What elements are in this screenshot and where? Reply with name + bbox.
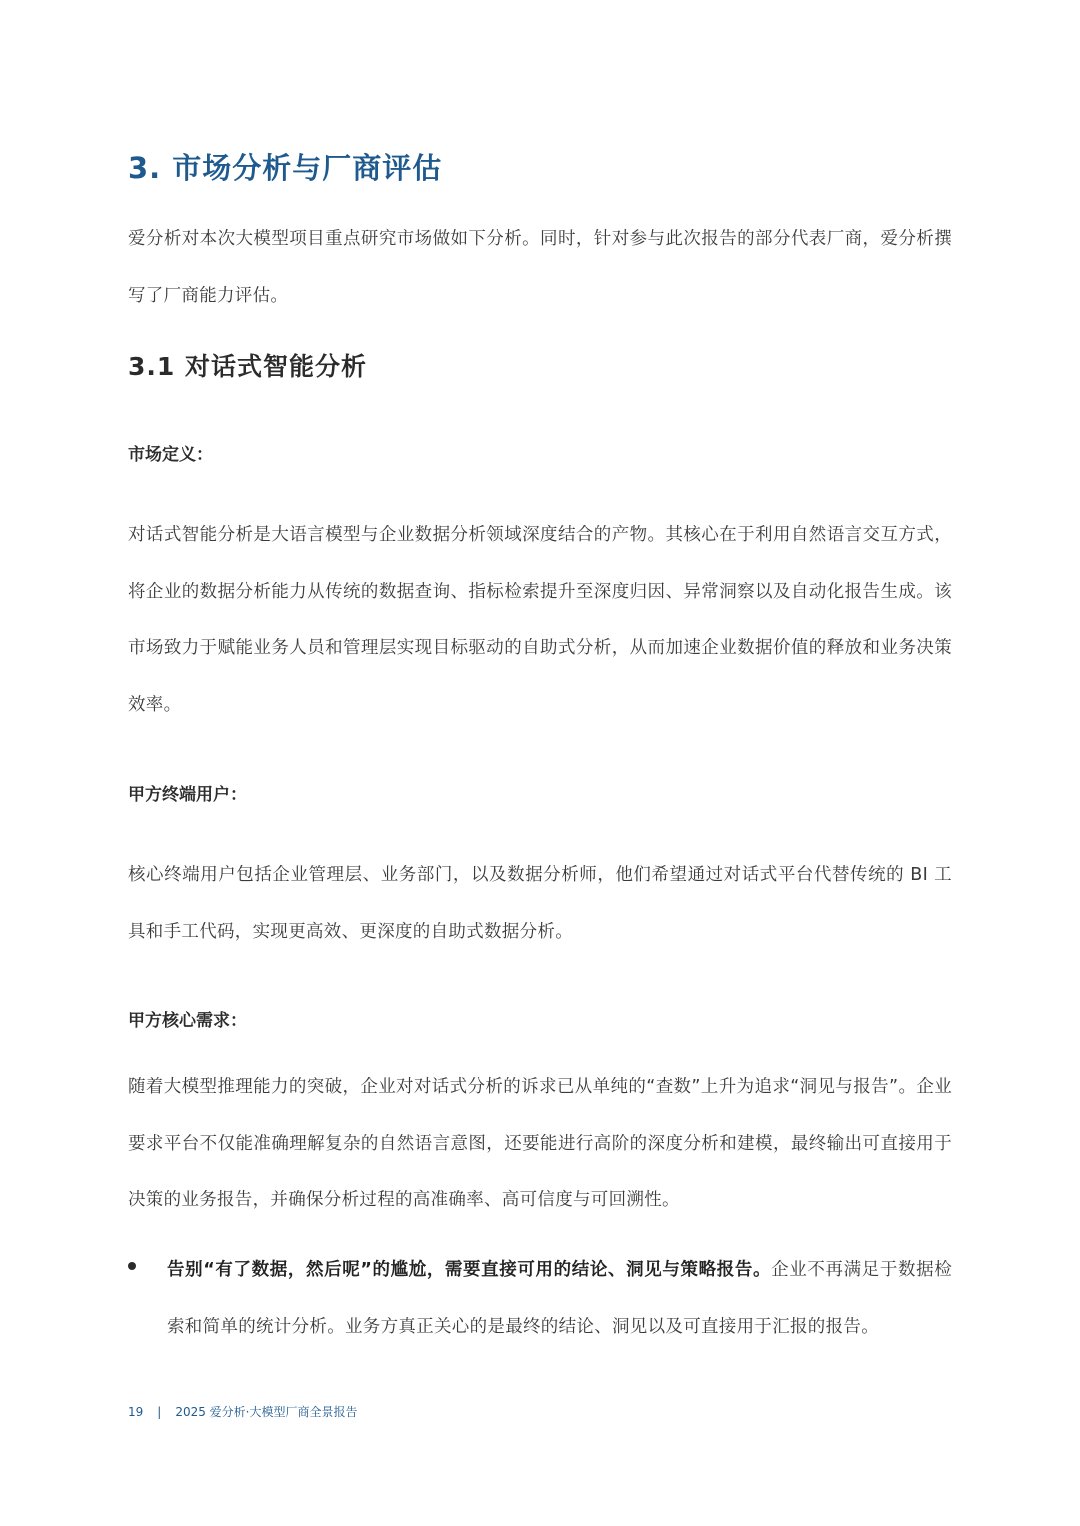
bullet-dot-icon	[128, 1262, 136, 1270]
footer-report-title: 2025 爱分析·大模型厂商全景报告	[175, 1405, 358, 1419]
bullet-item	[128, 1242, 952, 1356]
intro-paragraph: 爱分析对本次大模型项目重点研究市场做如下分析。同时，针对参与此次报告的部分代表厂商，爱分析撰写了厂商能力评估。	[128, 229, 952, 306]
end-users-label: 甲方终端用户：	[128, 785, 247, 805]
page-footer	[128, 1403, 358, 1420]
market-definition-label: 市场定义：	[128, 445, 213, 465]
end-users-paragraph: 核心终端用户包括企业管理层、业务部门，以及数据分析师，他们希望通过对话式平台代替传统的 BI 工具和手工代码，实现更高效、更深度的自助式数据分析。	[128, 865, 952, 942]
bullet-bold-lead: 告别“有了数据，然后呢”的尴尬，需要直接可用的结论、洞见与策略报告。	[167, 1260, 772, 1280]
page-number: 19	[128, 1405, 144, 1419]
bullet-text	[167, 1242, 952, 1356]
market-definition-paragraph: 对话式智能分析是大语言模型与企业数据分析领域深度结合的产物。其核心在于利用自然语言交互方式，将企业的数据分析能力从传统的数据查询、指标检索提升至深度归因、异常洞察以及自动化报告生成。该市场致力于赋能业务人员和管理层实现目标驱动的自助式分析，从而加速企业数据价值的释放和业务决策效率。	[128, 525, 952, 715]
core-needs-paragraph: 随着大模型推理能力的突破，企业对对话式分析的诉求已从单纯的“查数”上升为追求“洞见与报告”。企业要求平台不仅能准确理解复杂的自然语言意图，还要能进行高阶的深度分析和建模，最终输出可直接用于决策的业务报告，并确保分析过程的高准确率、高可信度与可回溯性。	[128, 1077, 952, 1210]
footer-separator: |	[157, 1405, 162, 1419]
subsection-title: 3.1 对话式智能分析	[128, 352, 367, 381]
core-needs-label: 甲方核心需求：	[128, 1011, 247, 1031]
bullet-body: 企业不再满足于数据检索和简单的统计分析。业务方真正关心的是最终的结论、洞见以及可直接用于汇报的报告。	[167, 1260, 952, 1337]
section-title: 3. 市场分析与厂商评估	[128, 151, 443, 185]
